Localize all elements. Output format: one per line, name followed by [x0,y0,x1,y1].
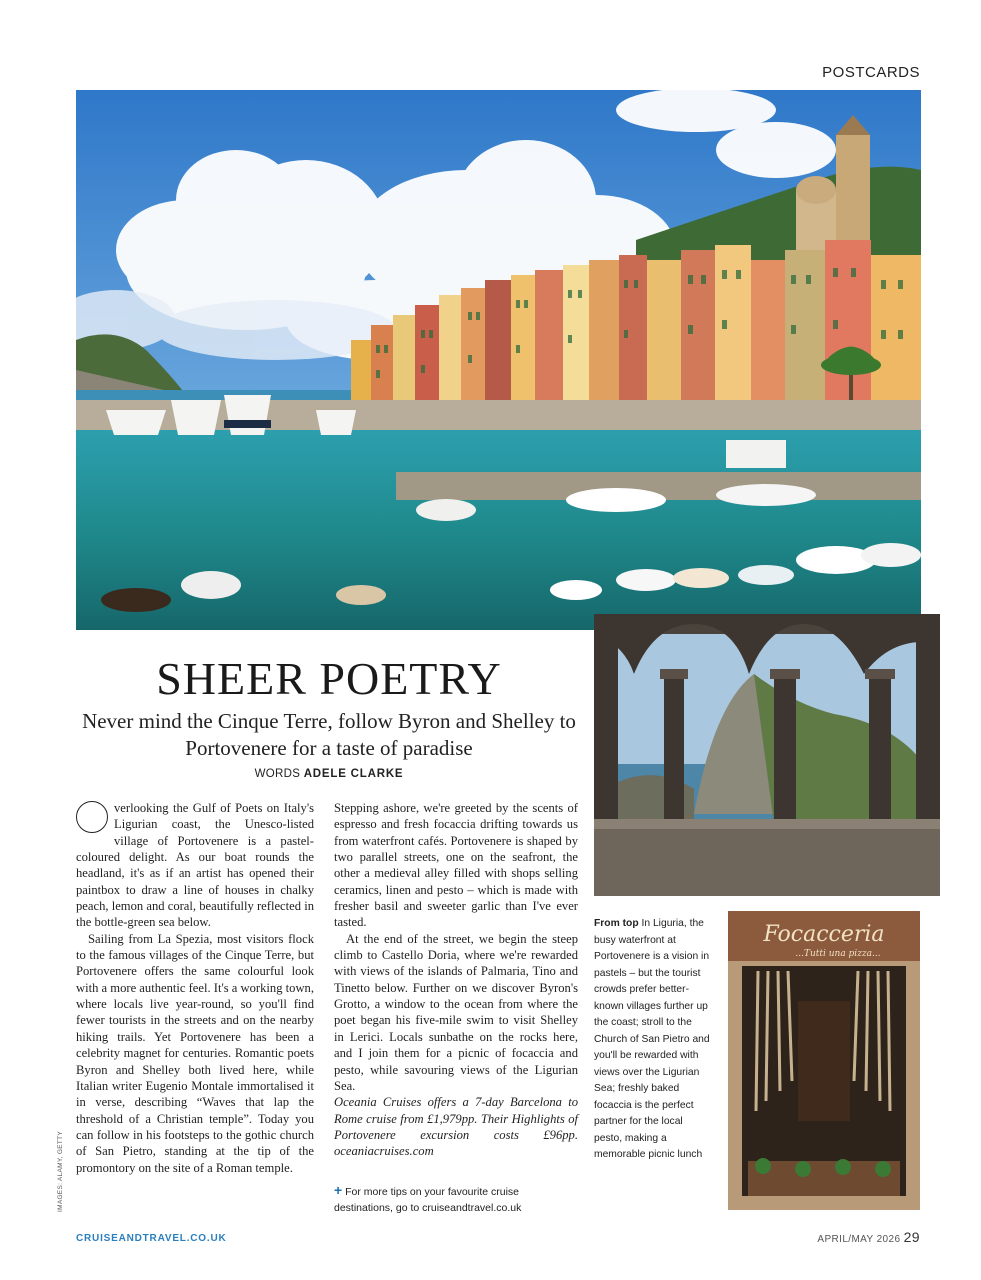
photo-focacceria [728,911,920,1210]
body-paragraph [76,800,314,931]
body-column-2 [334,800,578,1160]
caption-lead: From top [594,918,639,929]
tip-text: For more tips on your favourite cruise destinations, go to cruiseandtravel.co.uk [334,1186,522,1214]
dropcap-circle [76,801,108,833]
photo-church-arches [594,614,940,896]
byline-prefix: WORDS [254,768,301,780]
body-paragraph: At the end of the street, we begin the steep climb to Castello Doria, where we're rewarded with views of the islands of Palmaria, Tino and Tinetto below. Further on we discover Byron's Grotto, a window to the ocean from where the poet began his five-mile swim to visit Shelley in Lerici. Locals sunbathe on the rocks here, and I join them for a picnic of focaccia and pesto, while savouring views of the Ligurian Sea. [334,931,578,1093]
shop-sign-text: Focacceria [763,922,885,947]
byline-author: ADELE CLARKE [303,768,404,780]
byline [76,768,582,780]
body-paragraph: Sailing from La Spezia, most visitors flock to the famous villages of the Cinque Terre, but Portovenere offers the same colourful look with a more authentic feel. It's a working town, where locals live year-round, so you'll find fewer tourists in the streets and on the nearby hiking trails. Yet Portovenere has been a celebrity magnet for centuries. Romantic poets Byron and Shelley both lived here, while Italian writer Eugenio Montale immortalised it in verse, describing “Waves that lap the threshold of a Christian temple”. Today you can follow in his footsteps to the gothic church of San Pietro, standing at the tip of the promontory on the site of a Roman temple. [76,931,314,1175]
cruise-offer: Oceania Cruises offers a 7-day Barcelona to Rome cruise from £1,979pp. Their Highlights of Portovenere excursion costs £96pp. oceaniacruises.com [334,1095,578,1159]
caption-text: In Liguria, the busy waterfront at Portovenere is a vision in pastels – but the tourist crowds prefer better-known villages further up the coast; stroll to the Church of San Pietro and you'll be rewarded with views over the Ligurian Sea; freshly baked focaccia is the perfect partner for the local pesto, making a memorable picnic lunch [594,918,710,1160]
photo-caption [594,916,712,1164]
headline: SHEER POETRY [156,653,502,704]
body-column-1 [76,800,314,1176]
shop-sign-subtext: ...Tutti una pizza... [795,949,881,959]
section-label: POSTCARDS [822,64,920,81]
body-paragraph: Stepping ashore, we're greeted by the scents of espresso and fresh focaccia drifting towards us from waterfront cafés. Portovenere is shaped by two parallel streets, one on the seafront, the other a medieval alley filled with shops selling ceramics, linen and pesto – which is made with fresher basil and sweeter garlic than I've ever tasted. [334,801,578,930]
page-number: 29 [903,1229,920,1245]
standfirst: Never mind the Cinque Terre, follow Byron and Shelley to Portovenere for a taste of paradise [82,709,576,760]
footer-issue [817,1229,920,1245]
footer-website: CRUISEANDTRAVEL.CO.UK [76,1233,227,1244]
body-text: verlooking the Gulf of Poets on Italy's Ligurian coast, the Unesco-listed village of Portovenere is a pastel-coloured delight. As our boat rounds the headland, it's as if an artist has opened their paintbox to draw a line of houses in chalky peach, lemon and coral, beautifully reflected in the bottle-green sea below. [76,801,314,930]
image-credit: IMAGES: ALAMY, GETTY [57,1130,64,1212]
hero-photo-portovenere [76,90,921,630]
plus-icon: + [334,1182,343,1198]
tip-box [334,1182,578,1216]
issue-date: APRIL/MAY 2026 [817,1234,901,1245]
